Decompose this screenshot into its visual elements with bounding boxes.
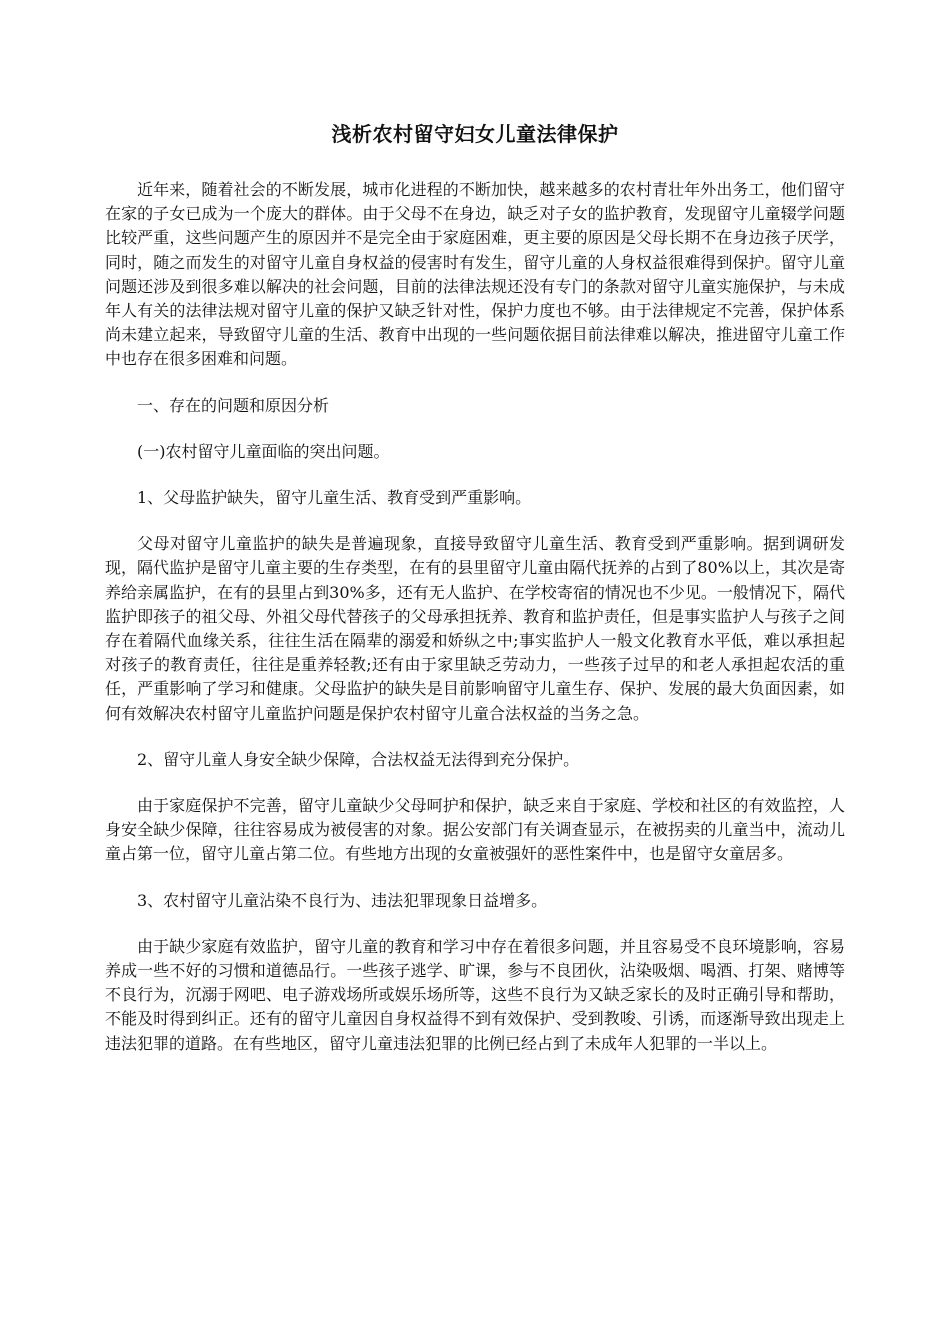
document-title: 浅析农村留守妇女儿童法律保护 (331, 122, 619, 146)
paragraph-item-2: 由于家庭保护不完善，留守儿童缺少父母呵护和保护，缺乏来自于家庭、学校和社区的有效监控，人身安全缺少保障，往往容易成为被侵害的对象。据公安部门有关调查显示，在被拐卖的儿童当中，流动儿童占第一位，留守儿童占第二位。有些地方出现的女童被强奸的恶性案件中，也是留守女童居多。 (105, 796, 845, 864)
paragraph-item-1: 父母对留守儿童监护的缺失是普遍现象，直接导致留守儿童生活、教育受到严重影响。据到调研发现，隔代监护是留守儿童主要的生存类型，在有的县里留守儿童由隔代抚养的占到了80%以上，其次是寄养给亲属监护，在有的县里占到30%多，还有无人监护、在学校寄宿的情况也不少见。一般情况下，隔代监护即孩子的祖父母、外祖父母代替孩子的父母承担抚养、教育和监护责任，但是事实监护人与孩子之间存在着隔代血缘关系，往往生活在隔辈的溺爱和娇纵之中;事实监护人一般文化教育水平低，难以承担起对孩子的教育责任，往往是重养轻教;还有由于家里缺乏劳动力，一些孩子过早的和老人承担起农活的重任，严重影响了学习和健康。父母监护的缺失是目前影响留守儿童生存、保护、发展的最大负面因素，如何有效解决农村留守儿童监护问题是保护农村留守儿童合法权益的当务之急。 (105, 534, 845, 723)
section-heading-1: 一、存在的问题和原因分析 (137, 395, 330, 415)
paragraph-item-3: 由于缺少家庭有效监护，留守儿童的教育和学习中存在着很多问题，并且容易受不良环境影响，容易养成一些不好的习惯和道德品行。一些孩子逃学、旷课，参与不良团伙，沾染吸烟、喝酒、打架、赌博等不良行为，沉溺于网吧、电子游戏场所或娱乐场所等，这些不良行为又缺乏家长的及时正确引导和帮助，不能及时得到纠正。还有的留守儿童因自身权益得不到有效保护、受到教唆、引诱，而逐渐导致出现走上违法犯罪的道路。在有些地区，留守儿童违法犯罪的比例已经占到了未成年人犯罪的一半以上。 (105, 936, 845, 1053)
item-heading-1: 1、父母监护缺失，留守儿童生活、教育受到严重影响。 (137, 488, 532, 508)
item-heading-2: 2、留守儿童人身安全缺少保障，合法权益无法得到充分保护。 (137, 749, 580, 769)
item-heading-3: 3、农村留守儿童沾染不良行为、违法犯罪现象日益增多。 (137, 890, 548, 910)
subsection-heading-1: (一)农村留守儿童面临的突出问题。 (137, 441, 390, 461)
paragraph-intro: 近年来，随着社会的不断发展，城市化进程的不断加快，越来越多的农村青壮年外出务工，他们留守在家的子女已成为一个庞大的群体。由于父母不在身边，缺乏对子女的监护教育，发现留守儿童辍学问题比较严重，这些问题产生的原因并不是完全由于家庭困难，更主要的原因是父母长期不在身边孩子厌学，同时，随之而发生的对留守儿童自身权益的侵害时有发生，留守儿童的人身权益很难得到保护。留守儿童问题还涉及到很多难以解决的社会问题，目前的法律法规还没有专门的条款对留守儿童实施保护，与未成年人有关的法律法规对留守儿童的保护又缺乏针对性，保护力度也不够。由于法律规定不完善，保护体系尚未建立起来，导致留守儿童的生活、教育中出现的一些问题依据目前法律难以解决，推进留守儿童工作中也存在很多困难和问题。 (105, 180, 845, 369)
document-page (105, 120, 845, 1078)
